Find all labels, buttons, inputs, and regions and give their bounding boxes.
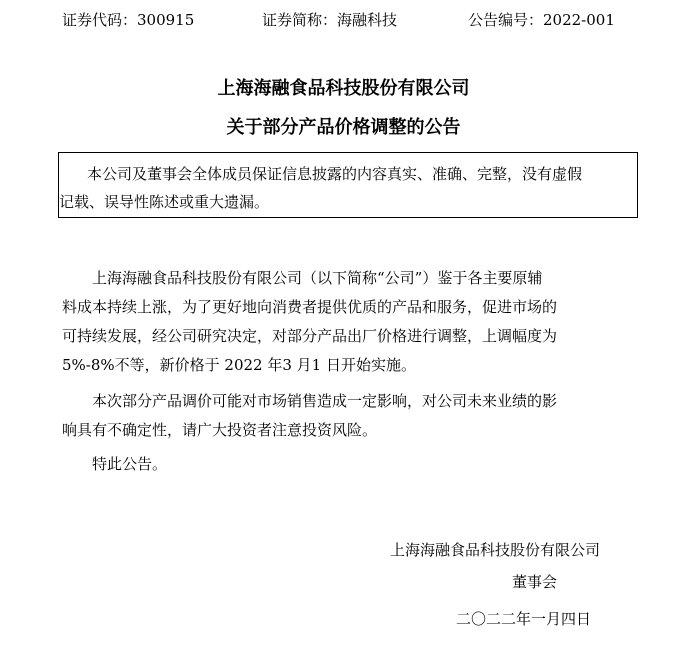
document-header xyxy=(0,10,687,30)
security-short-name: 证券简称：海融科技 xyxy=(262,11,398,29)
signature-date: 二〇二二年一月四日 xyxy=(456,610,592,628)
paragraph-line: 本次部分产品调价可能对市场销售造成一定影响，对公司未来业绩的影 xyxy=(92,392,558,410)
notice-line-1: 本公司及董事会全体成员保证信息披露的内容真实、准确、完整，没有虚假 xyxy=(87,165,583,183)
company-title: 上海海融食品科技股份有限公司 xyxy=(217,78,470,99)
closing-statement xyxy=(62,450,622,479)
signature-company: 上海海融食品科技股份有限公司 xyxy=(390,541,601,559)
paragraph-line: 5%-8%不等，新价格于 2022 年3 月1 日开始实施。 xyxy=(62,356,416,374)
paragraph-line: 响具有不确定性，请广大投资者注意投资风险。 xyxy=(62,421,378,439)
closing-line: 特此公告。 xyxy=(92,455,168,473)
security-code: 证券代码：300915 xyxy=(62,11,195,29)
body-paragraph-2 xyxy=(62,387,622,445)
paragraph-line: 可持续发展，经公司研究决定，对部分产品出厂价格进行调整，上调幅度为 xyxy=(62,327,558,345)
paragraph-line: 料成本持续上涨，为了更好地向消费者提供优质的产品和服务，促进市场的 xyxy=(62,298,558,316)
disclosure-notice-box xyxy=(58,152,638,218)
announcement-number: 公告编号：2022-001 xyxy=(468,11,615,29)
paragraph-line: 上海海融食品科技股份有限公司（以下简称“公司”）鉴于各主要原辅 xyxy=(92,269,543,287)
notice-line-2: 记载、误导性陈述或重大遗漏。 xyxy=(59,193,270,211)
signature-board: 董事会 xyxy=(512,573,558,591)
announcement-title: 关于部分产品价格调整的公告 xyxy=(226,117,461,138)
body-paragraph-1 xyxy=(62,264,622,380)
